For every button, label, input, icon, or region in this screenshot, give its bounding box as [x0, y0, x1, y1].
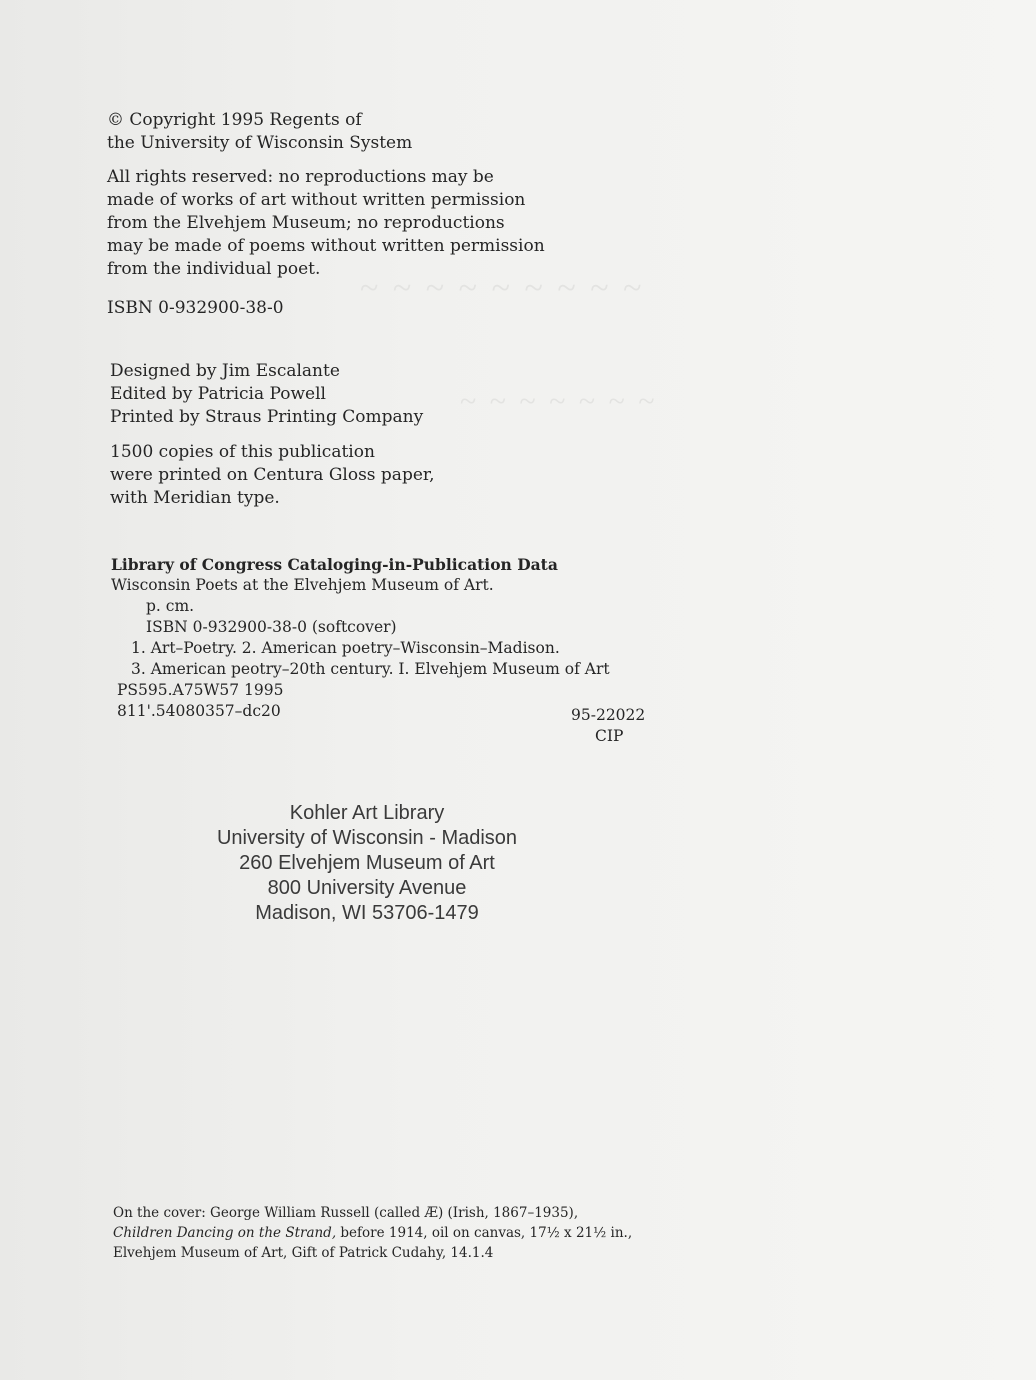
cip-title: Wisconsin Poets at the Elvehjem Museum of Art.: [111, 576, 494, 594]
copyright-line: the University of Wisconsin System: [107, 133, 413, 153]
rights-line: made of works of art without written permission: [107, 190, 526, 210]
rights-line: may be made of poems without written permission: [107, 236, 545, 256]
isbn: ISBN 0-932900-38-0: [107, 298, 284, 318]
cip-subjects: 1. Art–Poetry. 2. American poetry–Wisconsin–Madison.: [131, 639, 560, 657]
cip-call-number: PS595.A75W57 1995: [117, 681, 284, 699]
cip-subjects: 3. American peotry–20th century. I. Elvehjem Museum of Art: [131, 660, 610, 678]
rights-line: from the individual poet.: [107, 259, 321, 279]
printer-credit: Printed by Straus Printing Company: [110, 407, 424, 427]
stamp-line: 260 Elvehjem Museum of Art: [239, 852, 495, 874]
artwork-title: Children Dancing on the Strand,: [113, 1225, 337, 1241]
library-stamp: [205, 801, 529, 926]
cip-pages: p. cm.: [146, 597, 195, 615]
cover-credit-line: [113, 1223, 632, 1243]
cover-credit: [113, 1203, 632, 1263]
cip-dewey: 811'.54080357–dc20: [117, 702, 281, 720]
cip-data: [111, 554, 610, 722]
show-through-decoration: ~ ~ ~ ~ ~ ~ ~: [460, 385, 658, 418]
stamp-line: University of Wisconsin - Madison: [216, 827, 518, 849]
stamp-line: Madison, WI 53706-1479: [255, 902, 479, 924]
print-run-note: [110, 441, 435, 510]
cip-heading: Library of Congress Cataloging-in-Publication Data: [111, 555, 558, 574]
show-through-decoration: ~ ~ ~ ~ ~ ~ ~ ~ ~: [360, 270, 645, 307]
cip-lccn: 95-22022: [571, 706, 646, 724]
print-run-line: were printed on Centura Gloss paper,: [110, 465, 435, 485]
copyright-line: © Copyright 1995 Regents of: [107, 110, 362, 130]
artwork-details: before 1914, oil on canvas, 17½ x 21½ in.,: [336, 1225, 633, 1241]
stamp-line: 800 University Avenue: [267, 877, 467, 899]
rights-line: All rights reserved: no reproductions may be: [107, 167, 494, 187]
copyright-notice: [107, 109, 545, 281]
print-run-line: with Meridian type.: [110, 488, 280, 508]
production-credits: [110, 360, 423, 429]
cover-credit-line: Elvehjem Museum of Art, Gift of Patrick Cudahy, 14.1.4: [113, 1245, 494, 1261]
cip-label: CIP: [595, 727, 624, 745]
cover-credit-line: On the cover: George William Russell (called Æ) (Irish, 1867–1935),: [113, 1205, 579, 1221]
designer-credit: Designed by Jim Escalante: [110, 361, 340, 381]
rights-line: from the Elvehjem Museum; no reproductions: [107, 213, 505, 233]
editor-credit: Edited by Patricia Powell: [110, 384, 326, 404]
print-run-line: 1500 copies of this publication: [110, 442, 375, 462]
stamp-line: Kohler Art Library: [289, 802, 445, 824]
cip-isbn: ISBN 0-932900-38-0 (softcover): [146, 618, 397, 636]
